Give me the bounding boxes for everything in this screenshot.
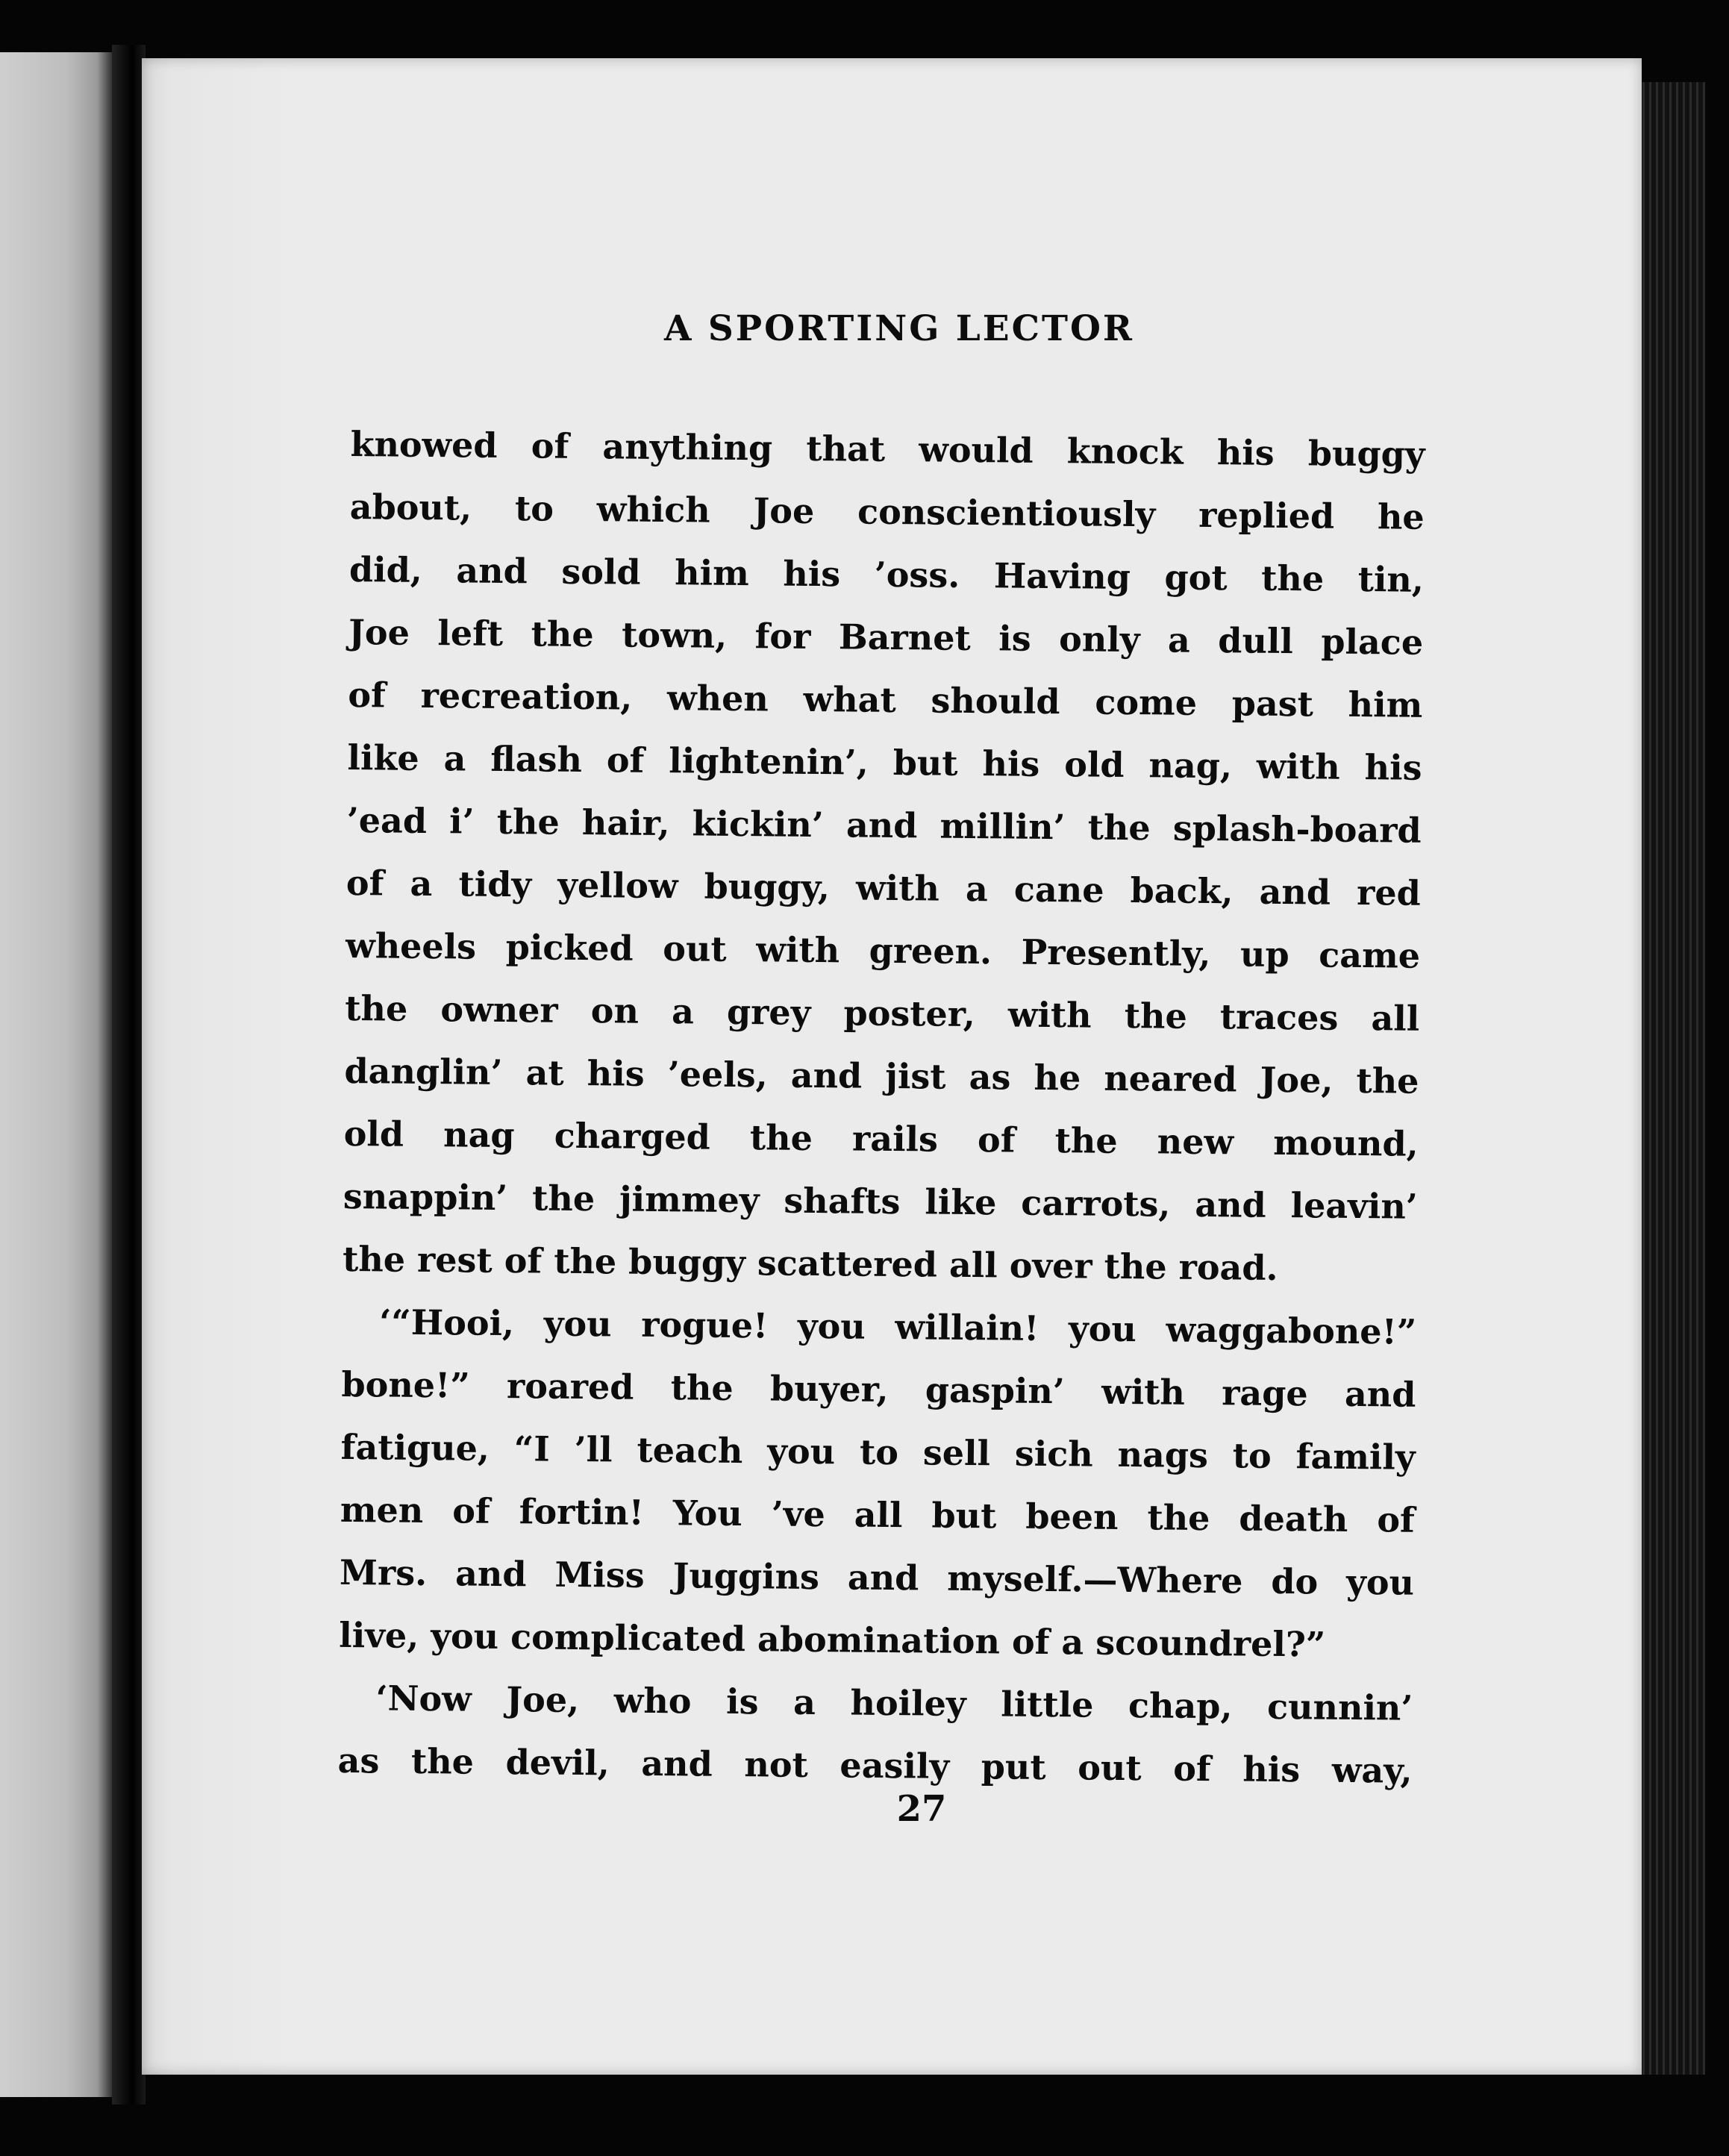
text-line: of recreation, when what should come past him — [348, 674, 1423, 725]
text-line: ’ead i’ the hair, kickin’ and millin’ the splash-board — [346, 799, 1422, 851]
text-line: Mrs. and Miss Juggins and myself.—Where do you — [339, 1552, 1415, 1603]
text-line: danglin’ at his ’eels, and jist as he neared Joe, the — [344, 1050, 1419, 1102]
page-number: 27 — [896, 1788, 947, 1830]
text-line: live, you complicated abomination of a scoundrel?” — [339, 1614, 1326, 1665]
text-line: knowed of anything that would knock his buggy — [350, 423, 1425, 475]
text-line: ‘Now Joe, who is a hoiley little chap, cunnin’ — [375, 1678, 1413, 1728]
text-line: snappin’ the jimmey shafts like carrots, and leavin’ — [343, 1175, 1419, 1227]
text-line: as the devil, and not easily put out of his way, — [337, 1740, 1413, 1791]
text-line: about, to which Joe conscientiously replied he — [349, 486, 1425, 537]
text-line: men of fortin! You ’ve all but been the death of — [340, 1489, 1416, 1540]
text-line: fatigue, “I ’ll teach you to sell sich nags to family — [340, 1426, 1416, 1478]
running-head: A SPORTING LECTOR — [664, 308, 1134, 349]
book-gutter — [112, 45, 146, 2105]
text-line: Joe left the town, for Barnet is only a dull place — [348, 611, 1424, 663]
text-line: bone!” roared the buyer, gaspin’ with rage and — [341, 1363, 1416, 1415]
page-block-edges — [1638, 82, 1705, 2075]
body-text — [337, 413, 1425, 1802]
text-line: of a tidy yellow buggy, with a cane back, and red — [346, 862, 1422, 913]
text-line: like a flash of lightenin’, but his old nag, with his — [347, 737, 1422, 788]
text-line: the owner on a grey poster, with the traces all — [345, 987, 1420, 1039]
text-line: ‘“Hooi, you rogue! you willain! you waggabone!” — [379, 1302, 1417, 1352]
text-line: the rest of the buggy scattered all over the road. — [342, 1238, 1278, 1288]
text-line: old nag charged the rails of the new mound, — [343, 1113, 1419, 1164]
text-line: wheels picked out with green. Presently, up came — [345, 925, 1421, 976]
text-line: did, and sold him his ’oss. Having got the tin, — [348, 549, 1425, 600]
book-page — [142, 58, 1642, 2075]
